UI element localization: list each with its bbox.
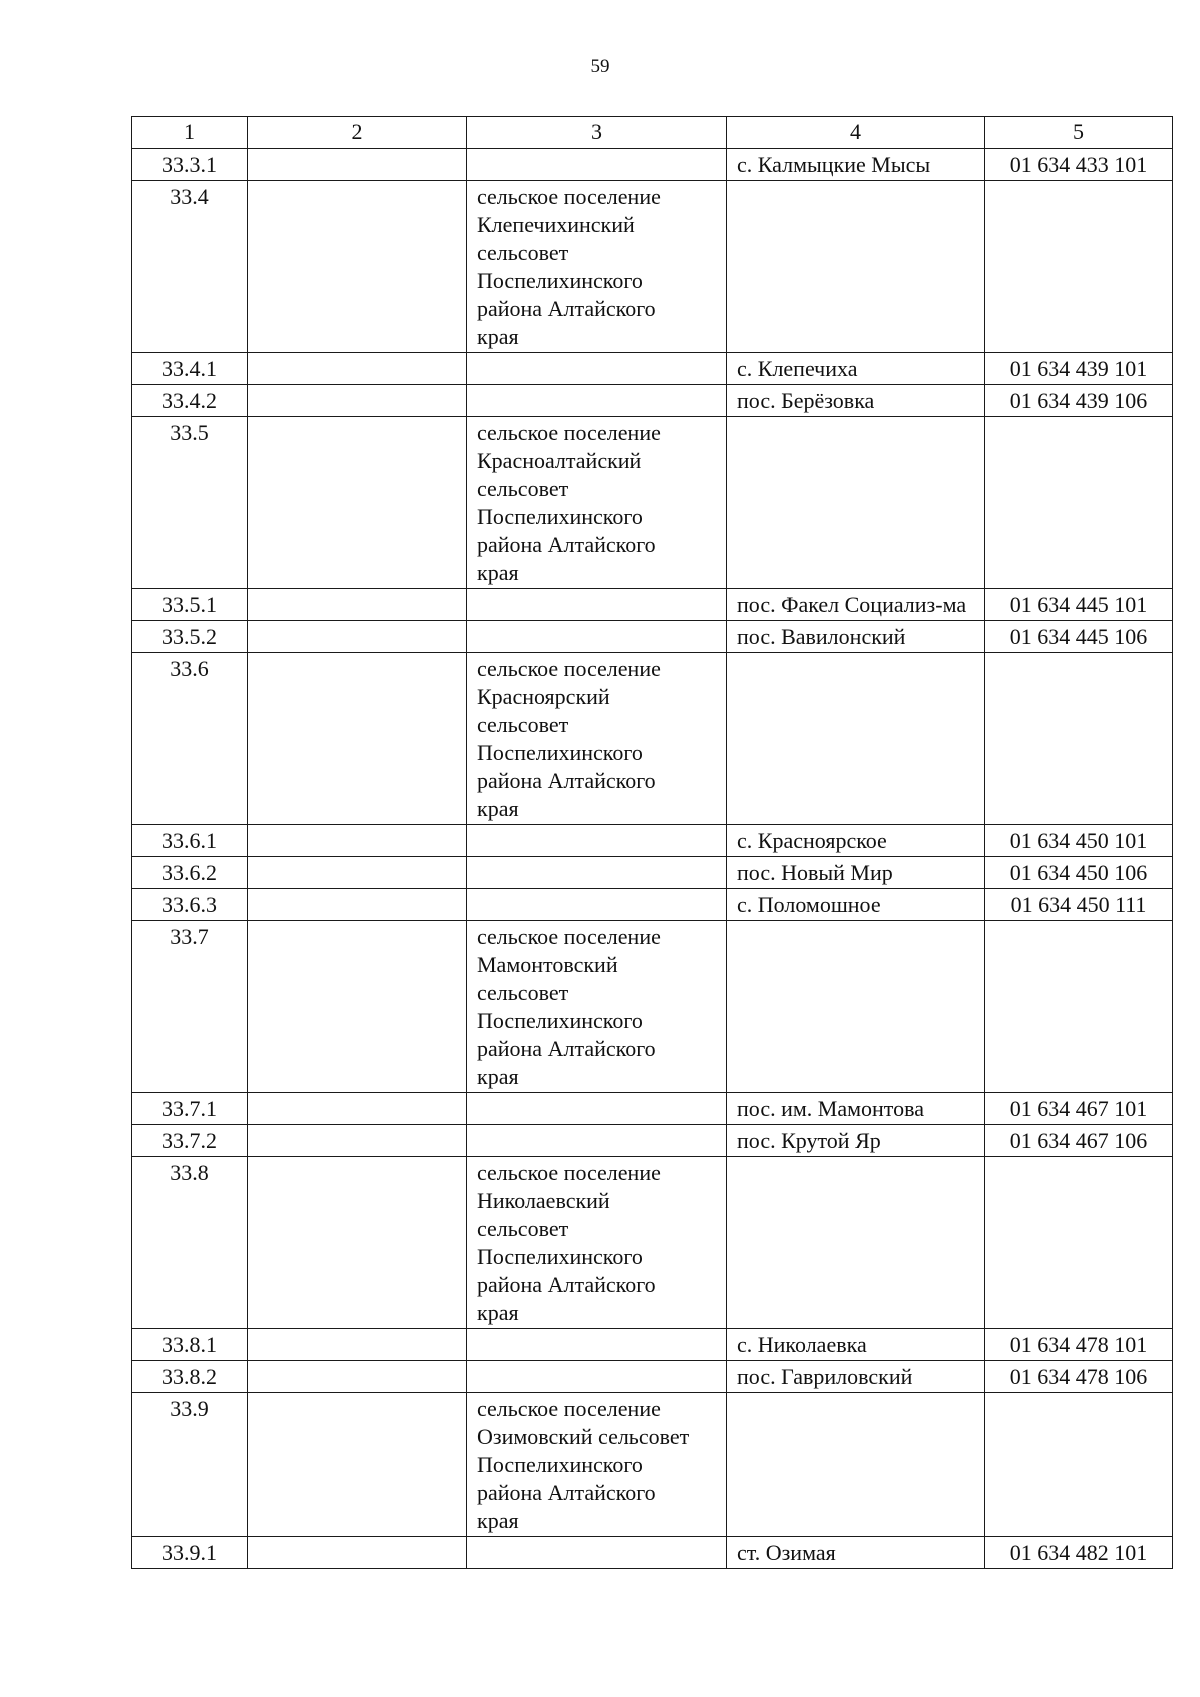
locality-cell: пос. Гавриловский xyxy=(727,1361,985,1393)
column-2-cell xyxy=(248,1361,467,1393)
locality-cell: ст. Озимая xyxy=(727,1537,985,1569)
table-row xyxy=(132,1157,1173,1329)
column-2-cell xyxy=(248,921,467,1093)
oktmo-code-cell: 01 634 482 101 xyxy=(985,1537,1173,1569)
row-number-cell: 33.5.2 xyxy=(132,621,248,653)
settlement-cell xyxy=(467,825,727,857)
locality-cell: пос. Факел Социализ-ма xyxy=(727,589,985,621)
locality-cell xyxy=(727,1157,985,1329)
oktmo-code-cell xyxy=(985,181,1173,353)
table-row xyxy=(132,921,1173,1093)
locality-cell: пос. им. Мамонтова xyxy=(727,1093,985,1125)
table-row xyxy=(132,825,1173,857)
oktmo-code-cell xyxy=(985,1393,1173,1537)
row-number-cell: 33.7 xyxy=(132,921,248,1093)
column-2-cell xyxy=(248,825,467,857)
locality-cell: с. Поломошное xyxy=(727,889,985,921)
oktmo-code-cell: 01 634 478 101 xyxy=(985,1329,1173,1361)
locality-cell xyxy=(727,1393,985,1537)
locality-cell: пос. Вавилонский xyxy=(727,621,985,653)
settlements-table xyxy=(131,116,1173,1569)
table-row xyxy=(132,653,1173,825)
settlement-cell xyxy=(467,353,727,385)
locality-cell xyxy=(727,417,985,589)
locality-cell: пос. Берёзовка xyxy=(727,385,985,417)
row-number-cell: 33.7.1 xyxy=(132,1093,248,1125)
row-number-cell: 33.7.2 xyxy=(132,1125,248,1157)
oktmo-code-cell: 01 634 450 111 xyxy=(985,889,1173,921)
row-number-cell: 33.6.3 xyxy=(132,889,248,921)
column-2-cell xyxy=(248,1157,467,1329)
row-number-cell: 33.8.2 xyxy=(132,1361,248,1393)
table-row xyxy=(132,857,1173,889)
table-row xyxy=(132,1125,1173,1157)
column-2-cell xyxy=(248,181,467,353)
column-2-cell xyxy=(248,353,467,385)
oktmo-code-cell xyxy=(985,921,1173,1093)
column-2-cell xyxy=(248,621,467,653)
column-header: 2 xyxy=(248,117,467,149)
column-2-cell xyxy=(248,149,467,181)
table-row xyxy=(132,889,1173,921)
column-2-cell xyxy=(248,1093,467,1125)
locality-cell: с. Клепечиха xyxy=(727,353,985,385)
oktmo-code-cell: 01 634 433 101 xyxy=(985,149,1173,181)
oktmo-code-cell: 01 634 450 106 xyxy=(985,857,1173,889)
table-row xyxy=(132,353,1173,385)
column-2-cell xyxy=(248,417,467,589)
row-number-cell: 33.8 xyxy=(132,1157,248,1329)
settlement-cell: сельское поселение Красноалтайский сельсовет Поспелихинского района Алтайского края xyxy=(467,417,727,589)
settlement-cell: сельское поселение Красноярский сельсовет Поспелихинского района Алтайского края xyxy=(467,653,727,825)
settlement-cell: сельское поселение Озимовский сельсовет Поспелихинского района Алтайского края xyxy=(467,1393,727,1537)
table-row xyxy=(132,621,1173,653)
settlement-cell xyxy=(467,1125,727,1157)
settlement-cell xyxy=(467,1093,727,1125)
page-number: 59 xyxy=(590,56,610,77)
locality-cell: с. Красноярское xyxy=(727,825,985,857)
table-row xyxy=(132,589,1173,621)
row-number-cell: 33.3.1 xyxy=(132,149,248,181)
settlement-cell: сельское поселение Николаевский сельсовет Поспелихинского района Алтайского края xyxy=(467,1157,727,1329)
row-number-cell: 33.9 xyxy=(132,1393,248,1537)
oktmo-code-cell: 01 634 439 106 xyxy=(985,385,1173,417)
column-2-cell xyxy=(248,653,467,825)
locality-cell xyxy=(727,921,985,1093)
oktmo-code-cell: 01 634 467 101 xyxy=(985,1093,1173,1125)
table-row xyxy=(132,385,1173,417)
oktmo-code-cell: 01 634 445 106 xyxy=(985,621,1173,653)
column-header: 1 xyxy=(132,117,248,149)
table-row xyxy=(132,1329,1173,1361)
oktmo-code-cell xyxy=(985,1157,1173,1329)
column-header: 4 xyxy=(727,117,985,149)
oktmo-code-cell: 01 634 467 106 xyxy=(985,1125,1173,1157)
locality-cell xyxy=(727,181,985,353)
table-row xyxy=(132,1393,1173,1537)
oktmo-code-cell: 01 634 478 106 xyxy=(985,1361,1173,1393)
locality-cell xyxy=(727,653,985,825)
settlement-cell xyxy=(467,385,727,417)
settlement-cell: сельское поселение Мамонтовский сельсовет Поспелихинского района Алтайского края xyxy=(467,921,727,1093)
row-number-cell: 33.4.2 xyxy=(132,385,248,417)
oktmo-code-cell xyxy=(985,653,1173,825)
table-row xyxy=(132,417,1173,589)
row-number-cell: 33.6 xyxy=(132,653,248,825)
row-number-cell: 33.6.1 xyxy=(132,825,248,857)
column-2-cell xyxy=(248,1125,467,1157)
locality-cell: с. Николаевка xyxy=(727,1329,985,1361)
column-2-cell xyxy=(248,589,467,621)
column-header: 5 xyxy=(985,117,1173,149)
settlement-cell: сельское поселение Клепечихинский сельсовет Поспелихинского района Алтайского края xyxy=(467,181,727,353)
column-header: 3 xyxy=(467,117,727,149)
row-number-cell: 33.9.1 xyxy=(132,1537,248,1569)
column-2-cell xyxy=(248,857,467,889)
settlement-cell xyxy=(467,149,727,181)
table-row xyxy=(132,181,1173,353)
row-number-cell: 33.5.1 xyxy=(132,589,248,621)
table-row xyxy=(132,1537,1173,1569)
table-header-row xyxy=(132,117,1173,149)
settlement-cell xyxy=(467,1329,727,1361)
settlement-cell xyxy=(467,621,727,653)
column-2-cell xyxy=(248,385,467,417)
settlement-cell xyxy=(467,889,727,921)
oktmo-code-cell xyxy=(985,417,1173,589)
row-number-cell: 33.4 xyxy=(132,181,248,353)
table-body xyxy=(132,149,1173,1569)
oktmo-code-cell: 01 634 439 101 xyxy=(985,353,1173,385)
row-number-cell: 33.8.1 xyxy=(132,1329,248,1361)
settlement-cell xyxy=(467,1361,727,1393)
table-row xyxy=(132,1093,1173,1125)
locality-cell: с. Калмыцкие Мысы xyxy=(727,149,985,181)
locality-cell: пос. Крутой Яр xyxy=(727,1125,985,1157)
column-2-cell xyxy=(248,1393,467,1537)
row-number-cell: 33.6.2 xyxy=(132,857,248,889)
table-row xyxy=(132,1361,1173,1393)
oktmo-code-cell: 01 634 445 101 xyxy=(985,589,1173,621)
column-2-cell xyxy=(248,889,467,921)
locality-cell: пос. Новый Мир xyxy=(727,857,985,889)
table-row xyxy=(132,149,1173,181)
column-2-cell xyxy=(248,1329,467,1361)
settlement-cell xyxy=(467,589,727,621)
oktmo-code-cell: 01 634 450 101 xyxy=(985,825,1173,857)
row-number-cell: 33.5 xyxy=(132,417,248,589)
settlement-cell xyxy=(467,1537,727,1569)
row-number-cell: 33.4.1 xyxy=(132,353,248,385)
settlement-cell xyxy=(467,857,727,889)
column-2-cell xyxy=(248,1537,467,1569)
